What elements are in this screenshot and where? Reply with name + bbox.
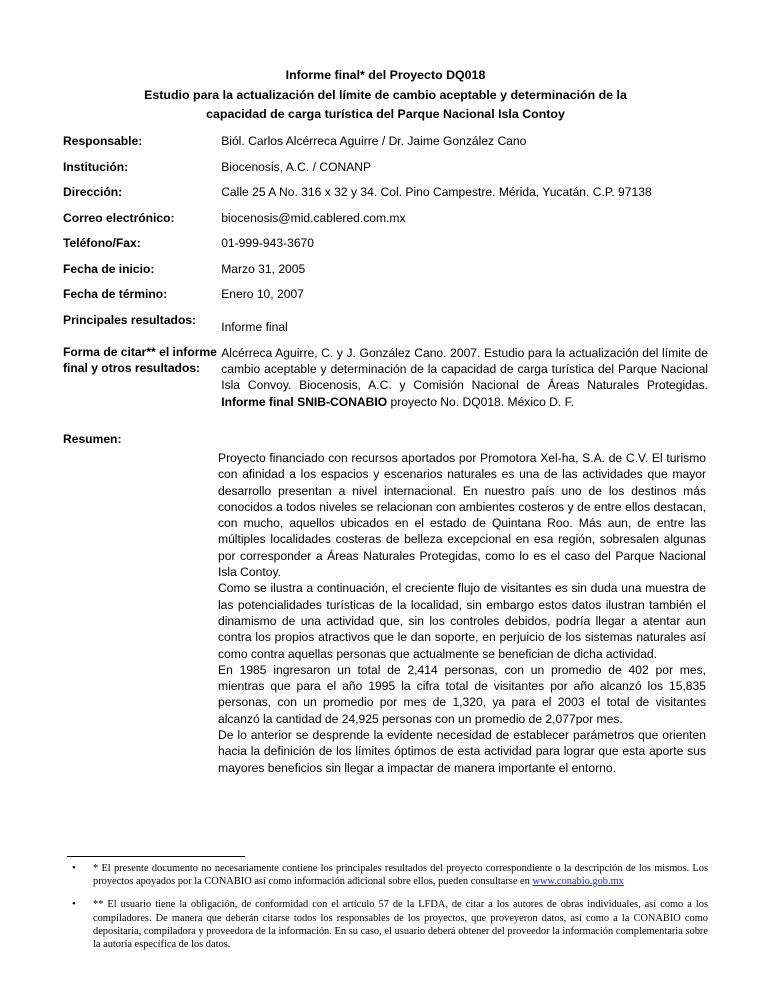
table-row (63, 344, 708, 419)
title-line-1: Informe final* del Proyecto DQ018 (285, 68, 486, 82)
table-row (63, 235, 708, 261)
field-label-forma-de-citar: Forma de citar** el informe final y otros resultados: (63, 344, 217, 376)
table-row (63, 261, 708, 287)
resumen-paragraph: En 1985 ingresaron un total de 2,414 personas, con un promedio de 402 por mes, mientras que para el año 1995 la cifra total de visitantes por año alcanzó los 15,835 personas, con un promedio por mes de 1,320, ya para el 2003 el total de visitantes alcanzó la cantidad de 24,925 personas con un promedio de 2,077por mes. (218, 662, 706, 726)
footnote-separator (67, 856, 245, 857)
field-value-correo: biocenosis@mid.cablered.com.mx (221, 210, 406, 225)
bullet-icon: • (72, 898, 76, 911)
resumen-label: Resumen: (63, 432, 122, 446)
citation-part-2: proyecto No. DQ018. México D. F. (387, 394, 575, 409)
title-line-3: capacidad de carga turística del Parque Nacional Isla Contoy (206, 107, 565, 121)
field-value-fecha-inicio: Marzo 31, 2005 (221, 261, 306, 276)
footnote-item (63, 898, 708, 951)
field-label-correo: Correo electrónico: (63, 210, 175, 225)
footnote-item (63, 862, 708, 888)
metadata-table (63, 133, 708, 419)
resumen-paragraph: Proyecto financiado con recursos aportados por Promotora Xel-ha, S.A. de C.V. El turismo con afinidad a los espacios y escenarios naturales es una de las actividades que mayor desarrollo presentan a nivel internacional. En nuestro país uno de los destinos más conocidos a todos niveles se relacionan con ambientes costeros y de entre ellos destacan, con mucho, aquellos ubicados en el estado de Quintana Roo. Más aun, de entre las múltiples localidades costeras de belleza excepcional en esa región, sobresalen algunas por corresponder a Áreas Naturales Protegidas, como lo es el caso del Parque Nacional Isla Contoy. (218, 451, 706, 580)
page-title (63, 66, 708, 125)
resumen-body (218, 450, 706, 776)
field-label-principales-resultados: Principales resultados: (63, 312, 197, 327)
footnotes (63, 862, 708, 961)
field-value-institucion: Biocenosis, A.C. / CONANP (221, 159, 372, 174)
field-label-fecha-inicio: Fecha de inicio: (63, 261, 155, 276)
field-value-principales-resultados (221, 312, 708, 344)
footnote-text: * El presente documento no necesariamente contiene los principales resultados del proyecto correspondiente o la descripción de los mismos. Los proyectos apoyados por la CONABIO así como información adicional sobre ellos, pueden consultarse en (93, 863, 708, 888)
field-value-fecha-termino: Enero 10, 2007 (221, 287, 304, 301)
table-row (63, 312, 708, 344)
field-value-responsable: Biól. Carlos Alcérreca Aguirre / Dr. Jaime González Cano (221, 134, 527, 148)
table-row (63, 210, 708, 236)
principales-resultados-text: Informe final (221, 319, 288, 334)
bullet-icon: • (72, 862, 76, 874)
resumen-paragraph: Como se ilustra a continuación, el creciente flujo de visitantes es sin duda una muestra de las potencialidades turísticas de la localidad, sin embargo estos datos ilustran también el dinamismo de una actividad que, sin los controles debidos, podría llegar a atentar aun contra los propios atractivos que le dan soporte, en perjuicio de los sistemas naturales así como contra aquellas personas que actualmente se benefician de dicha actividad. (218, 581, 706, 661)
field-label-fecha-termino: Fecha de término: (63, 287, 168, 301)
field-label-telefono: Teléfono/Fax: (63, 236, 141, 250)
table-row (63, 286, 708, 312)
field-label-responsable: Responsable: (63, 134, 143, 148)
field-value-forma-de-citar (221, 344, 708, 419)
field-label-direccion: Dirección: (63, 185, 123, 199)
citation-bold: Informe final SNIB-CONABIO (221, 394, 388, 409)
footnote-text: ** El usuario tiene la obligación, de conformidad con el artículo 57 de la LFDA, de citar a los autores de obras individuales, así como a los compiladores. De manera que deberán citarse todos los responsables de los proyectos, que proveyeron datos, así como a la CONABIO como depositaria, compiladora y proveedora de la información. En su caso, el usuario deberá obtener del proveedor la información complementaria sobre la autoría específica de los datos. (93, 899, 708, 951)
conabio-website-link[interactable]: www.conabio.gob.mx (532, 876, 624, 888)
citation-part-1: Alcérreca Aguirre, C. y J. González Cano. 2007. Estudio para la actualización del límite de cambio aceptable y determinación de la capacidad de carga turística del Parque Nacional Isla Convoy. Biocenosis, A.C. y Comisión Nacional de Áreas Naturales Protegidas. (221, 345, 708, 393)
field-value-direccion: Calle 25 A No. 316 x 32 y 34. Col. Pino Campestre. Mérida, Yucatán. C.P. 97138 (221, 185, 652, 199)
table-row (63, 159, 708, 185)
title-line-2: Estudio para la actualización del límite de cambio aceptable y determinación de la (144, 87, 627, 102)
table-row (63, 184, 708, 210)
field-value-telefono: 01-999-943-3670 (221, 236, 314, 250)
field-label-institucion: Institución: (63, 159, 129, 174)
resumen-paragraph: De lo anterior se desprende la evidente necesidad de establecer parámetros que orienten hacia la definición de los límites óptimos de esta actividad para lograr que esta aporte sus mayores beneficios sin llegar a impactar de manera importante el entorno. (218, 728, 706, 775)
table-row (63, 133, 708, 159)
